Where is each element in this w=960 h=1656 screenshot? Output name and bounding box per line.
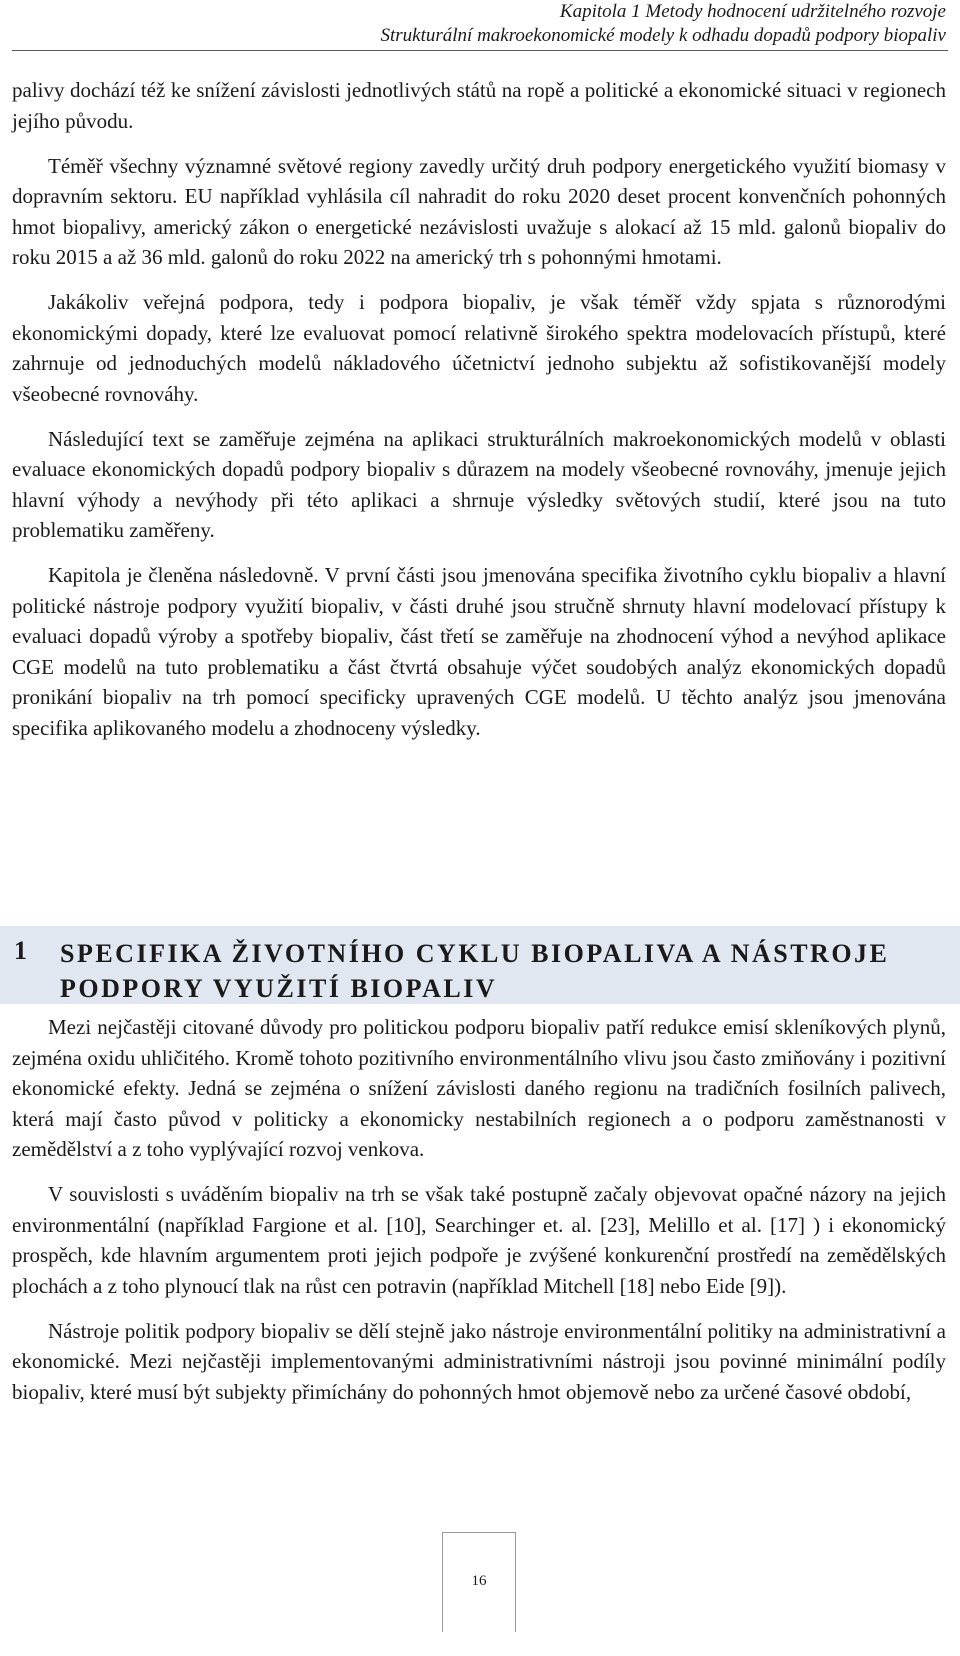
paragraph: Následující text se zaměřuje zejména na aplikaci strukturálních makroekonomických modelů v oblasti evaluace ekonomických dopadů podpory biopaliv s důrazem na modely všeobecné rovnováhy, jmenuje jejich hlavní výhody a nevýhody při této aplikaci a shrnuje výsledky světových studií, které jsou na tuto problematiku zaměřeny.: [12, 426, 946, 542]
paragraph: Téměř všechny významné světové regiony zavedly určitý druh podpory energetického využití biomasy v dopravním sektoru. EU například vyhlásila cíl nahradit do roku 2020 deset procent konvenčních pohonných hmot biopalivy, americký zákon o energetické nezávislosti uvažuje s alokací až 15 mld. galonů biopaliv do roku 2015 a až 36 mld. galonů do roku 2022 na americký trh s pohonnými hmotami.: [12, 153, 946, 269]
paragraph: Jakákoliv veřejná podpora, tedy i podpora biopaliv, je však téměř vždy spjata s různorodými ekonomickými dopady, které lze evaluovat pomocí relativně širokého spektra modelovacích přístupů, které zahrnuje od jednoduchých modelů nákladového účetnictví jednoho subjektu až sofistikovanější modely všeobecné rovnováhy.: [12, 290, 946, 406]
header-divider: [12, 50, 948, 51]
paragraph: Kapitola je členěna následovně. V první části jsou jmenována specifika životního cyklu biopaliv a hlavní politické nástroje podpory využití biopaliv, v části druhé jsou stručně shrnuty hlavní modelovací přístupy k evaluaci dopadů výroby a spotřeby biopaliv, část třetí se zaměřuje na zhodnocení výhod a nevýhod aplikace CGE modelů na tuto problematiku a část čtvrtá obsahuje výčet soudobých analýz ekonomických dopadů pronikání biopaliv na trh pomocí specificky upravených CGE modelů. U těchto analýz jsou jmenována specifika aplikovaného modelu a zhodnoceny výsledky.: [12, 563, 946, 740]
paragraph: Mezi nejčastěji citované důvody pro politickou podporu biopaliv patří redukce emisí skleníkových plynů, zejména oxidu uhličitého. Kromě tohoto pozitivního environmentálního vlivu jsou často zmiňovány i pozitivní ekonomické efekty. Jedná se zejména o snížení závislosti daného regionu na tradičních fosilních palivech, která mají často původ v politicky a ekonomicky nestabilních regionech a o podporu zaměstnanosti v zemědělství a z toho vyplývající rozvoj venkova.: [12, 1015, 946, 1161]
body-text-bottom: [12, 1012, 946, 1422]
section-number: 1: [14, 936, 30, 965]
paragraph: palivy dochází též ke snížení závislosti jednotlivých států na ropě a politické a ekonomické situaci v regionech jejího původu.: [12, 78, 946, 133]
page-number: 16: [442, 1532, 516, 1632]
header-chapter-line: Kapitola 1 Metody hodnocení udržitelného rozvoje: [559, 1, 946, 22]
section-heading: [0, 926, 960, 1004]
running-header: [381, 0, 947, 48]
body-text-top: [12, 75, 946, 758]
paragraph: V souvislosti s uváděním biopaliv na trh se však také postupně začaly objevovat opačné názory na jejich environmentální (například Fargione et al. [10], Searchinger et. al. [23], Melillo et al. [17] ) i ekonomický prospěch, kde hlavním argumentem proti jejich podpoře je zvýšené konkurenční prostředí na zemědělských plochách a z toho plynoucí tlak na růst cen potravin (například Mitchell [18] nebo Eide [9]).: [12, 1182, 946, 1298]
header-subtitle-line: Strukturální makroekonomické modely k odhadu dopadů podpory biopaliv: [380, 25, 946, 46]
paragraph: Nástroje politik podpory biopaliv se dělí stejně jako nástroje environmentální politiky na administrativní a ekonomické. Mezi nejčastěji implementovanými administrativními nástroji jsou povinné minimální podíly biopaliv, které musí být subjekty přimíchány do pohonných hmot objemově nebo za určené časové období,: [12, 1318, 946, 1404]
section-title: SPECIFIKA ŽIVOTNÍHO CYKLU BIOPALIVA A NÁSTROJE PODPORY VYUŽITÍ BIOPALIV: [60, 939, 890, 1003]
